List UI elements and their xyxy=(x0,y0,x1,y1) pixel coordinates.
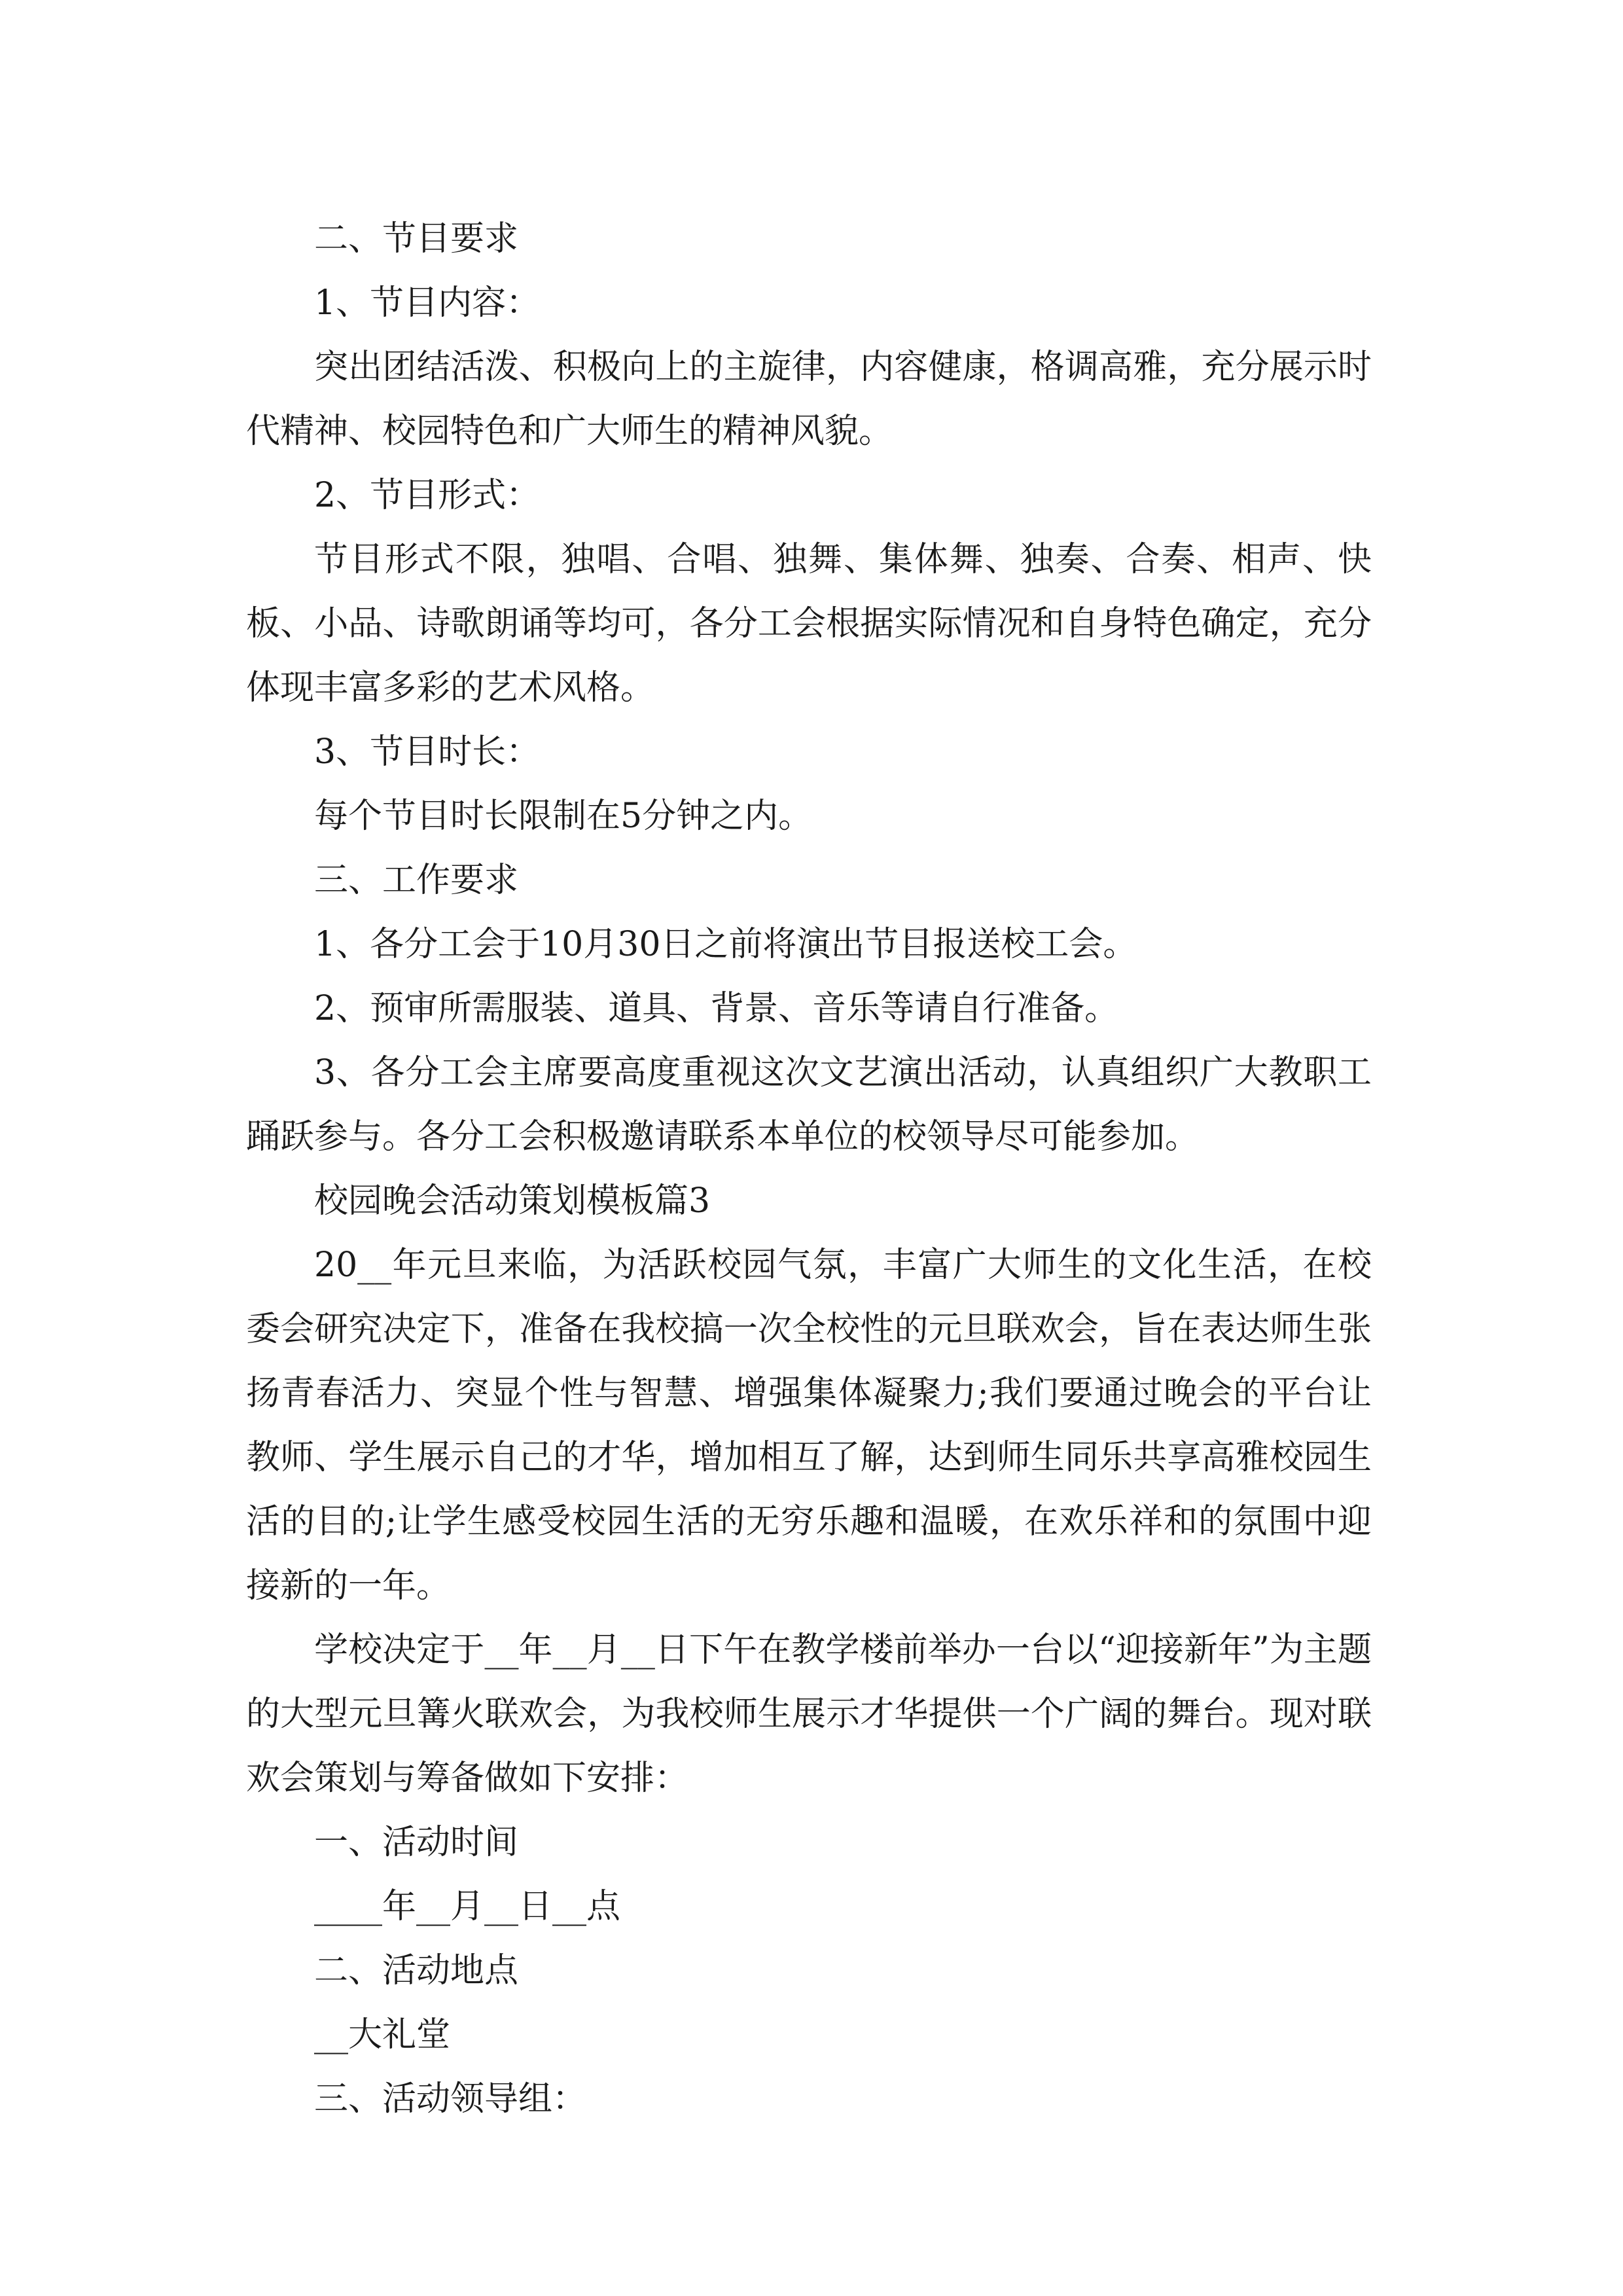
paragraph-program-form: 节目形式不限，独唱、合唱、独舞、集体舞、独奏、合奏、相声、快板、小品、诗歌朗诵等均可，各分工会根据实际情况和自身特色确定，充分体现丰富多彩的艺术风格。 xyxy=(246,540,1372,708)
work-requirement-item-3: 3、各分工会主席要高度重视这次文艺演出活动，认真组织广大教职工踊跃参与。各分工会积极邀请联系本单位的校领导尽可能参加。 xyxy=(246,1053,1372,1157)
section-heading-program-requirements: 二、节目要求 xyxy=(314,219,519,259)
section-heading-work-requirements: 三、工作要求 xyxy=(314,861,519,900)
document-body xyxy=(246,207,1372,2131)
paragraph-program-duration: 每个节目时长限制在5分钟之内。 xyxy=(314,797,813,836)
section-heading-activity-location: 二、活动地点 xyxy=(314,1951,519,1990)
paragraph-introduction: 20__年元旦来临，为活跃校园气氛，丰富广大师生的文化生活，在校委会研究决定下，准备在我校搞一次全校性的元旦联欢会，旨在表达师生张扬青春活力、突显个性与智慧、增强集体凝聚力;我们要通过晚会的平台让教师、学生展示自己的才华，增加相互了解，达到师生同乐共享高雅校园生活的目的;让学生感受校园生活的无穷乐趣和温暖，在欢乐祥和的氛围中迎接新的一年。 xyxy=(246,1246,1372,1605)
subheading-program-content: 1、节目内容： xyxy=(314,283,541,323)
section-heading-leadership-group: 三、活动领导组： xyxy=(314,2079,587,2119)
paragraph-arrangement: 学校决定于__年__月__日下午在教学楼前举办一台以“迎接新年”为主题的大型元旦篝火联欢会，为我校师生展示才华提供一个广阔的舞台。现对联欢会策划与筹备做如下安排： xyxy=(246,1630,1372,1798)
template-title: 校园晚会活动策划模板篇3 xyxy=(314,1181,711,1221)
work-requirement-item-2: 2、预审所需服装、道具、背景、音乐等请自行准备。 xyxy=(314,989,1119,1028)
section-heading-activity-time: 一、活动时间 xyxy=(314,1823,519,1862)
activity-time-value: ____年__月__日__点 xyxy=(314,1887,621,1926)
subheading-program-duration: 3、节目时长： xyxy=(314,732,541,772)
subheading-program-form: 2、节目形式： xyxy=(314,476,541,515)
paragraph-program-content: 突出团结活泼、积极向上的主旋律，内容健康，格调高雅，充分展示时代精神、校园特色和广大师生的精神风貌。 xyxy=(246,348,1372,451)
work-requirement-item-1: 1、各分工会于10月30日之前将演出节目报送校工会。 xyxy=(314,925,1137,964)
activity-location-value: __大礼堂 xyxy=(314,2015,451,2054)
